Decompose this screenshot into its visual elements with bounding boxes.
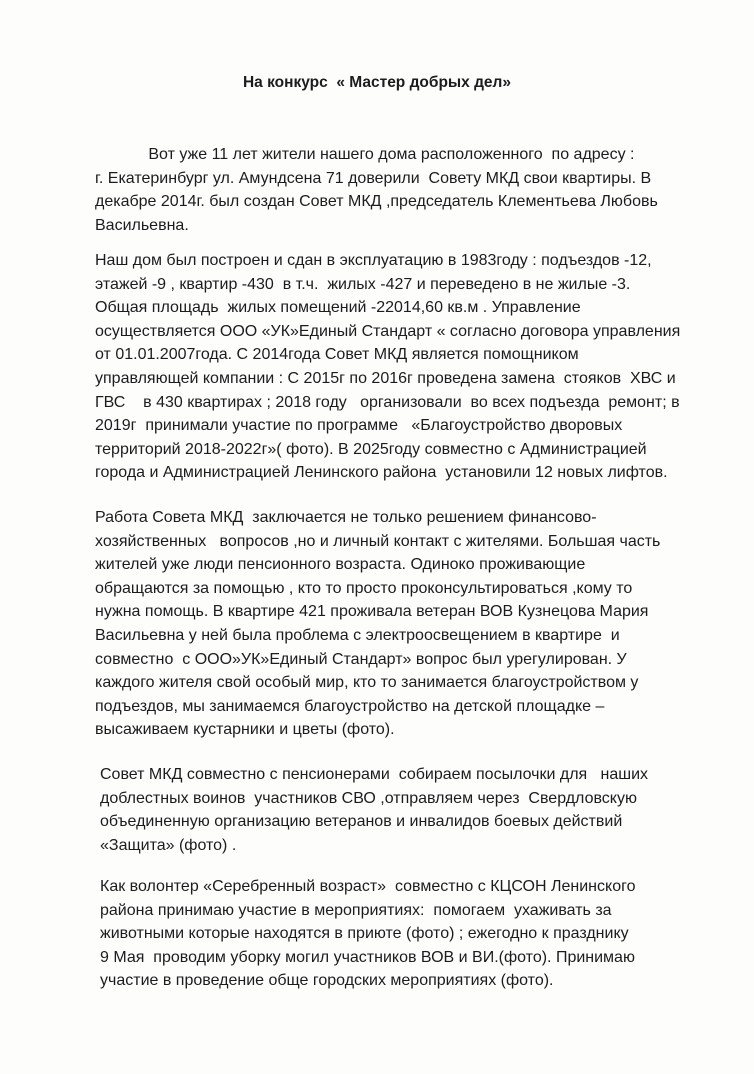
- text-line: объединенную организацию ветеранов и инвалидов боевых действий: [100, 813, 623, 831]
- text-line: каждого жителя свой особый мир, кто то занимается благоустройством у: [95, 674, 639, 692]
- text-line: Васильевна.: [95, 216, 189, 234]
- text-line: декабре 2014г. был создан Совет МКД ,председатель Клементьева Любовь: [95, 193, 658, 211]
- text-line: района принимаю участие в мероприятиях: помогаем ухаживать за: [100, 901, 612, 919]
- text-line: обращаются за помощью , кто то просто проконсультироваться ,кому то: [95, 579, 633, 597]
- text-line: Совет МКД совместно с пенсионерами собираем посылочки для наших: [100, 766, 649, 783]
- text-line: Васильевна у ней была проблема с электроосвещением в квартире и: [95, 626, 620, 644]
- text-line: участие в проведение обще городских мероприятиях (фото).: [100, 972, 554, 990]
- paragraph-house-info: [95, 249, 715, 485]
- text-line: г. Екатеринбург ул. Амундсена 71 доверили Совету МКД свои квартиры. В: [95, 169, 652, 187]
- text-line: 2019г принимали участие по программе «Благоустройство дворовых: [95, 417, 623, 435]
- text-line: города и Администрацией Ленинского района установили 12 новых лифтов.: [95, 464, 668, 482]
- text-line: подъездов, мы занимаемся благоустройство на детской площадке –: [95, 697, 605, 715]
- paragraph-council-work: [95, 506, 715, 742]
- text-line: от 01.01.2007года. С 2014года Совет МКД является помощником: [95, 346, 579, 364]
- text-line: Как волонтер «Серебренный возраст» совместно с КЦСОН Ленинского: [100, 878, 636, 895]
- text-line: осуществляется ООО «УК»Единый Стандарт « согласно договора управления: [95, 322, 681, 340]
- paragraph-svo-support: [100, 763, 720, 857]
- text-line: совместно с ООО»УК»Единый Стандарт» вопрос был урегулирован. У: [95, 650, 627, 668]
- text-line: «Защита» (фото) .: [100, 836, 237, 854]
- document-title: На конкурс « Мастер добрых дел»: [242, 74, 512, 91]
- text-line: Наш дом был построен и сдан в эксплуатацию в 1983году : подъездов -12,: [95, 252, 652, 269]
- text-line: 9 Мая проводим уборку могил участников ВОВ и ВИ.(фото). Принимаю: [100, 948, 635, 966]
- text-line: высаживаем кустарники и цветы (фото).: [95, 721, 395, 739]
- text-line: Работа Совета МКД заключается не только решением финансово-: [95, 509, 597, 526]
- text-line: Вот уже 11 лет жители нашего дома расположенного по адресу :: [95, 146, 635, 163]
- text-line: хозяйственных вопросов ,но и личный контакт с жителями. Большая часть: [95, 532, 661, 550]
- text-line: ГВС в 430 квартирах ; 2018 году организовали во всех подъезда ремонт; в: [95, 393, 680, 411]
- paragraph-volunteer: [100, 875, 720, 993]
- text-line: Общая площадь жилых помещений -22014,60 кв.м . Управление: [95, 299, 581, 317]
- text-line: доблестных воинов участников СВО ,отправляем через Свердловскую: [100, 789, 637, 807]
- paragraph-intro: [95, 143, 715, 237]
- text-line: животными которые находятся в приюте (фото) ; ежегодно к празднику: [100, 925, 629, 943]
- text-line: нужна помощь. В квартире 421 проживала ветеран ВОВ Кузнецова Мария: [95, 603, 649, 621]
- text-line: этажей -9 , квартир -430 в т.ч. жилых -427 и переведено в не жилые -3.: [95, 275, 631, 293]
- text-line: управляющей компании : С 2015г по 2016г проведена замена стояков ХВС и: [95, 369, 676, 387]
- text-line: территорий 2018-2022г»( фото). В 2025году совместно с Администрацией: [95, 440, 647, 458]
- text-line: жителей уже люди пенсионного возраста. Одиноко проживающие: [95, 556, 586, 574]
